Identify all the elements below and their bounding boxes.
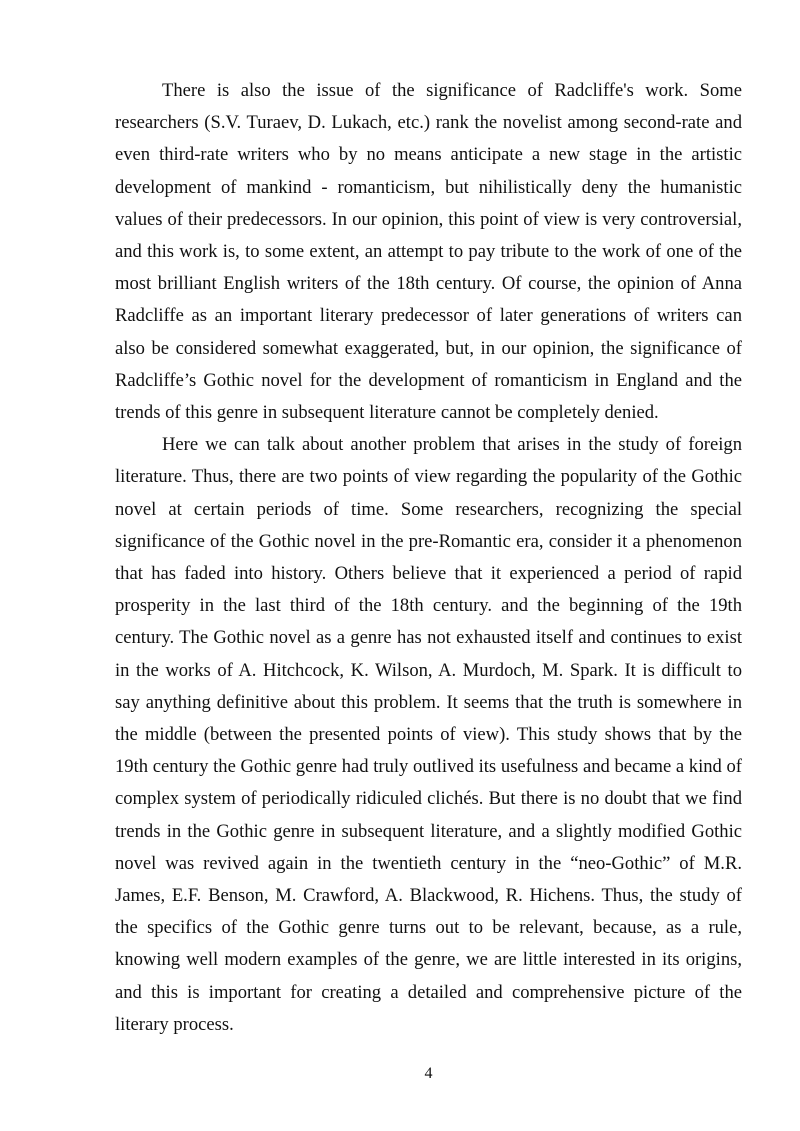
page-number: 4 xyxy=(424,1065,433,1082)
paragraph-radcliffe-significance: There is also the issue of the significance of Radcliffe's work. Some researchers (S.V. Turaev, D. Lukach, etc.) rank the novelist among second-rate and even third-rate writers who by no means anticipate a new stage in the artistic development of mankind - romanticism, but nihilistically deny the humanistic values of their predecessors. In our opinion, this point of view is very controversial, and this work is, to some extent, an attempt to pay tribute to the work of one of the most brilliant English writers of the 18th century. Of course, the opinion of Anna Radcliffe as an important literary predecessor of later generations of writers can also be considered somewhat exaggerated, but, in our opinion, the significance of Radcliffe’s Gothic novel for the development of romanticism in England and the trends of this genre in subsequent literature cannot be completely denied. xyxy=(115,80,742,424)
body-text xyxy=(115,75,742,1041)
paragraph-gothic-popularity: Here we can talk about another problem that arises in the study of foreign literature. Thus, there are two points of view regarding the popularity of the Gothic novel at certain periods of time. Some researchers, recognizing the special significance of the Gothic novel in the pre-Romantic era, consider it a phenomenon that has faded into history. Others believe that it experienced a period of rapid prosperity in the last third of the 18th century. and the beginning of the 19th century. The Gothic novel as a genre has not exhausted itself and continues to exist in the works of A. Hitchcock, K. Wilson, A. Murdoch, M. Spark. It is difficult to say anything definitive about this problem. It seems that the truth is somewhere in the middle (between the presented points of view). This study shows that by the 19th century the Gothic genre had truly outlived its usefulness and became a kind of complex system of periodically ridiculed clichés. But there is no doubt that we find trends in the Gothic genre in subsequent literature, and a slightly modified Gothic novel was revived again in the twentieth century in the “neo-Gothic” of M.R. James, E.F. Benson, M. Crawford, A. Blackwood, R. Hichens. Thus, the study of the specifics of the Gothic genre turns out to be relevant, because, as a rule, knowing well modern examples of the genre, we are little interested in its origins, and this is important for creating a detailed and comprehensive picture of the literary process. xyxy=(115,434,742,1035)
